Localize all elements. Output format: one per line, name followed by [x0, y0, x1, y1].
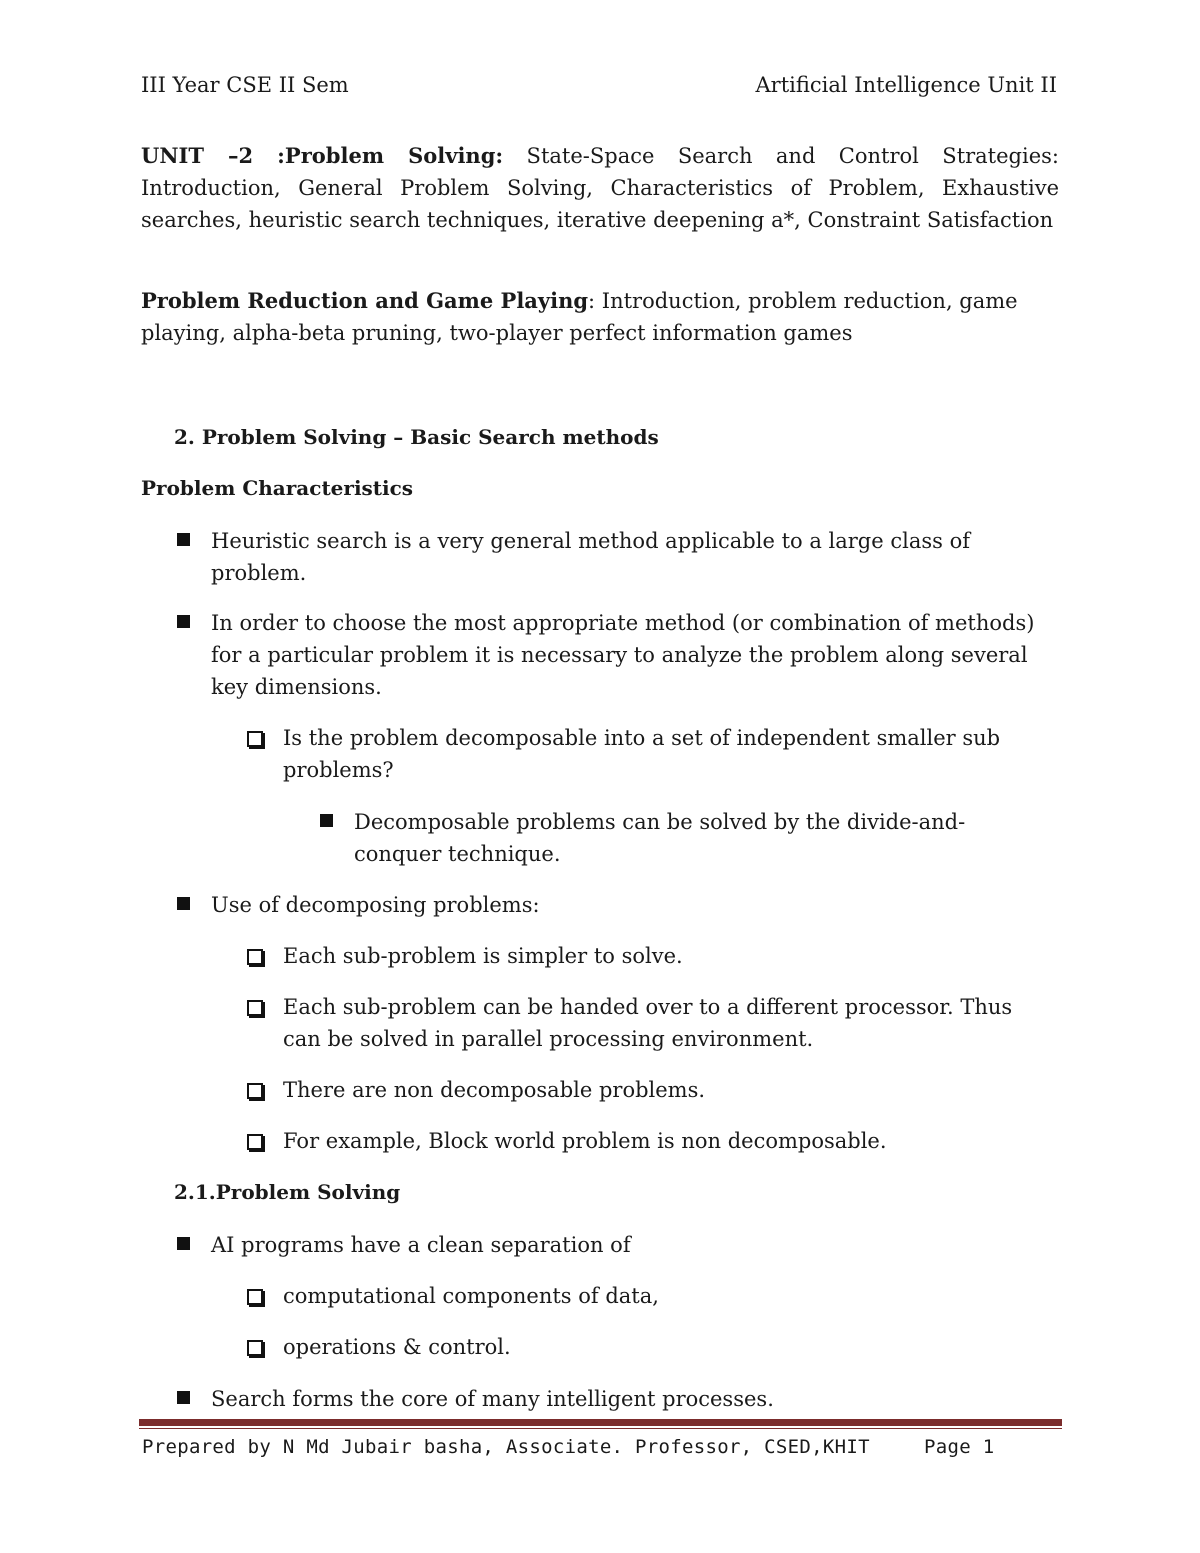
list-item: AI programs have a clean separation of — [211, 1229, 1041, 1261]
reduction-topics: : Introduction, problem reduction, game playing, alpha-beta pruning, two-player perfect information games — [141, 289, 1018, 345]
list-item: Is the problem decomposable into a set of independent smaller sub problems? — [283, 722, 1063, 786]
reduction-paragraph — [141, 285, 1059, 349]
list-item: There are non decomposable problems. — [283, 1074, 1043, 1106]
header-course: III Year CSE II Sem — [141, 73, 349, 97]
checkbox-bullet-icon — [247, 1340, 263, 1356]
checkbox-bullet-icon — [247, 1289, 263, 1305]
section-2-1-heading: 2.1.Problem Solving — [174, 1180, 401, 1204]
footer-divider — [139, 1419, 1062, 1426]
footer-author: Prepared by N Md Jubair basha, Associate. Professor, CSED,KHIT — [142, 1436, 870, 1458]
reduction-label: Problem Reduction and Game Playing — [141, 288, 589, 313]
list-item: Each sub-problem can be handed over to a different processor. Thus can be solved in parallel processing environment. — [283, 991, 1023, 1055]
filled-square-bullet-icon — [320, 814, 333, 827]
checkbox-bullet-icon — [247, 731, 263, 747]
unit-topics: State-Space Search and Control Strategies: Introduction, General Problem Solving, Characteristics of Problem, Exhaustive searches, heuristic search techniques, iterative deepening a*, Constraint Satisfaction — [141, 144, 1059, 232]
filled-square-bullet-icon — [177, 615, 190, 628]
list-item: Each sub-problem is simpler to solve. — [283, 940, 1043, 972]
list-item: For example, Block world problem is non decomposable. — [283, 1125, 1043, 1157]
filled-square-bullet-icon — [177, 533, 190, 546]
list-item: computational components of data, — [283, 1280, 1043, 1312]
filled-square-bullet-icon — [177, 1237, 190, 1250]
list-item: Heuristic search is a very general method applicable to a large class of problem. — [211, 525, 1041, 589]
list-item: Use of decomposing problems: — [211, 889, 1041, 921]
checkbox-bullet-icon — [247, 1000, 263, 1016]
section-2-heading: 2. Problem Solving – Basic Search methods — [174, 425, 659, 449]
checkbox-bullet-icon — [247, 1083, 263, 1099]
footer-page-number: Page 1 — [924, 1436, 995, 1458]
list-item: Search forms the core of many intelligent processes. — [211, 1383, 1051, 1415]
header-subject: Artificial Intelligence Unit II — [755, 73, 1057, 97]
footer-divider-thin — [139, 1428, 1062, 1429]
filled-square-bullet-icon — [177, 897, 190, 910]
list-item: In order to choose the most appropriate method (or combination of methods) for a particular problem it is necessary to analyze the problem along several key dimensions. — [211, 607, 1051, 703]
checkbox-bullet-icon — [247, 1134, 263, 1150]
problem-characteristics-heading: Problem Characteristics — [141, 476, 414, 500]
unit-intro-paragraph — [141, 140, 1059, 236]
checkbox-bullet-icon — [247, 949, 263, 965]
list-item: operations & control. — [283, 1331, 1043, 1363]
unit-label: UNIT –2 :Problem Solving: — [141, 143, 504, 168]
list-item: Decomposable problems can be solved by the divide-and-conquer technique. — [354, 806, 1034, 870]
filled-square-bullet-icon — [177, 1391, 190, 1404]
